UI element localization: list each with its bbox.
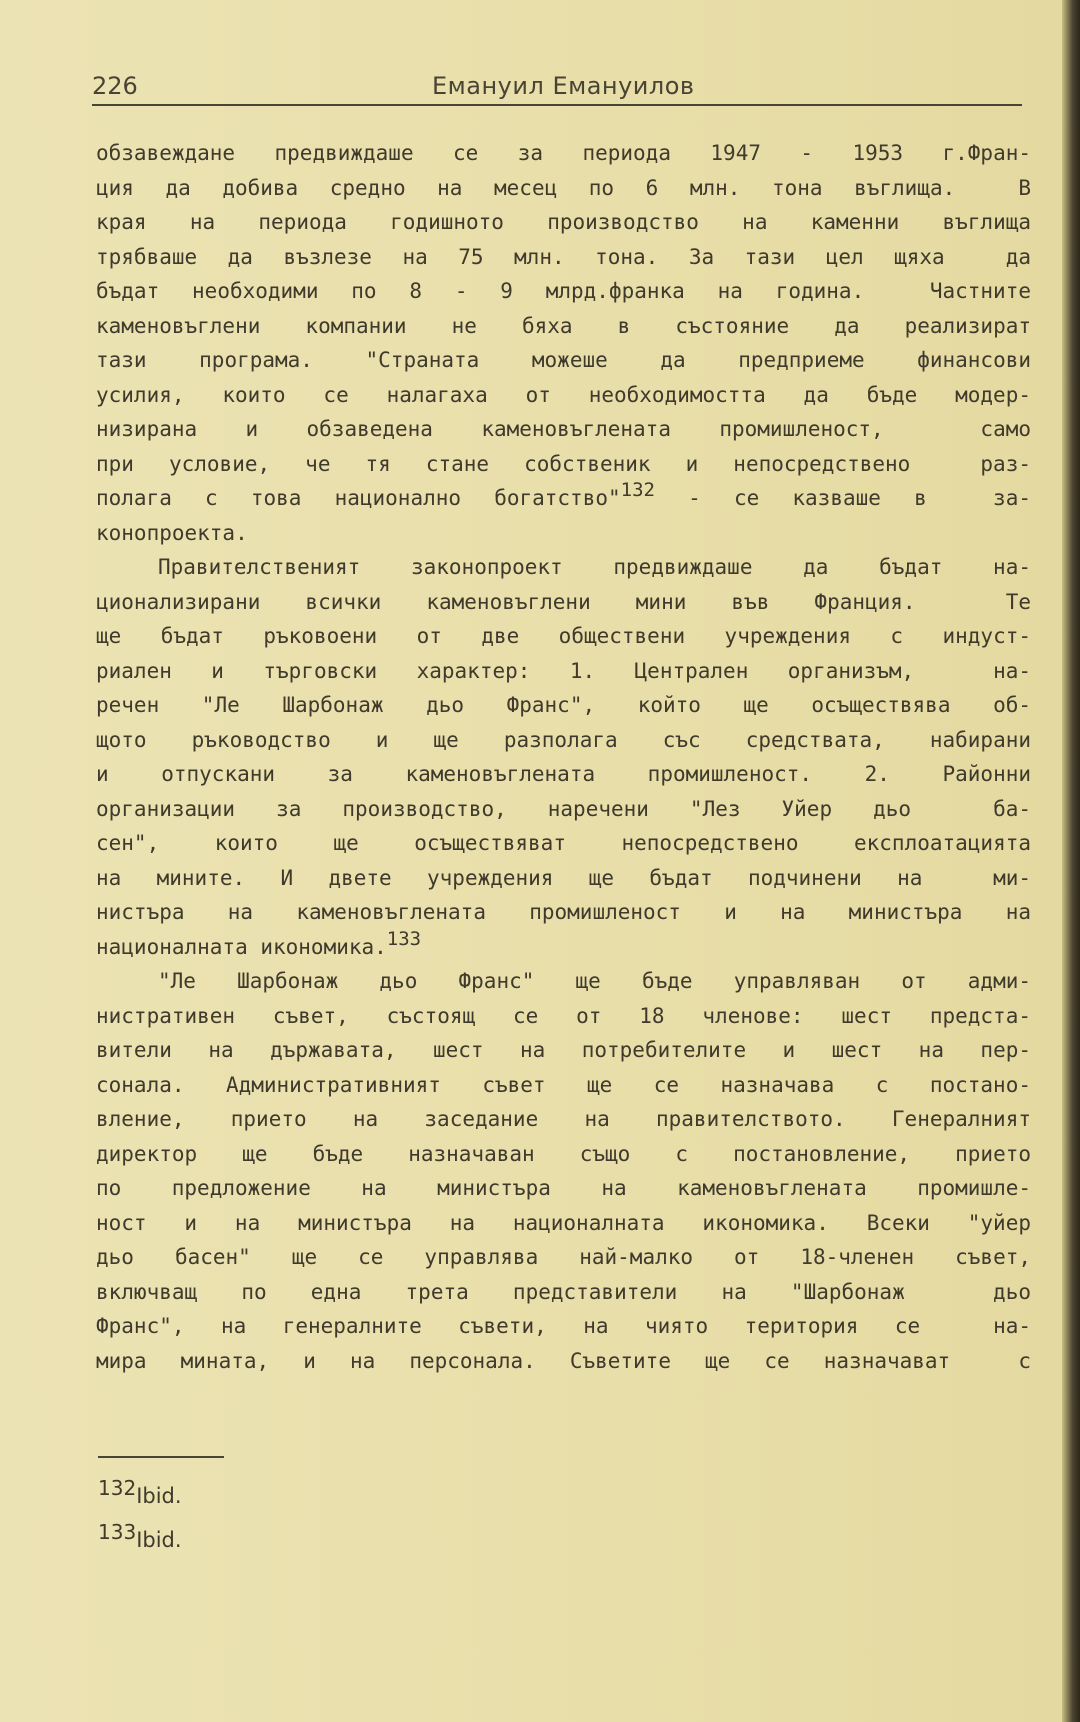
text-segment: - се казваше в за- xyxy=(654,486,1031,510)
text-line xyxy=(96,481,1031,516)
text-line: обзавеждане предвиждаше се за периода 1947 - 1953 г.Фран- xyxy=(96,141,1031,165)
text-line: Франс", на генералните съвети, на чиято територия се на- xyxy=(96,1314,1031,1338)
footnote-text: Ibid. xyxy=(136,1528,182,1552)
text-line: нистъра на каменовъглената промишленост и на министъра на xyxy=(96,900,1031,924)
text-line: включващ по една трета представители на "Шарбонаж дьо xyxy=(96,1279,1031,1304)
text-line: ция да добива средно на месец по 6 млн. тона въглища. В xyxy=(96,175,1031,200)
text-line: низирана и обзаведена каменовъглената промишленост, само xyxy=(96,417,1031,441)
page-header xyxy=(92,70,1022,106)
footnote-divider xyxy=(98,1456,224,1458)
text-line: края на периода годишното производство на каменни въглища xyxy=(96,210,1031,234)
text-line: ност и на министъра на националната икономика. Всеки "уйер xyxy=(96,1210,1031,1235)
text-line: организации за производство, наречени "Лез Уйер дьо ба- xyxy=(96,796,1031,821)
text-line: речен "Ле Шарбонаж дьо Франс", който ще осъществява об- xyxy=(96,693,1031,717)
body-text xyxy=(96,136,1031,1378)
text-line: риален и търговски характер: 1. Централен организъм, на- xyxy=(96,658,1031,683)
text-line: нистративен съвет, състоящ се от 18 членове: шест предста- xyxy=(96,1003,1031,1028)
text-segment: полага с това национално богатство" xyxy=(96,486,621,510)
footnote-text: Ibid. xyxy=(136,1484,182,1508)
text-line: усилия, които се налагаха от необходимостта да бъде модер- xyxy=(96,382,1031,407)
text-line: ционализирани всички каменовъглени мини във Франция. Те xyxy=(96,589,1031,614)
text-line: конопроекта. xyxy=(96,520,248,545)
text-line: директор ще бъде назначаван също с постановление, прието xyxy=(96,1141,1031,1166)
footnote-number: 132 xyxy=(98,1476,137,1500)
footnote-ref-132: 132 xyxy=(620,479,655,501)
footnote-ref-133: 133 xyxy=(386,927,422,950)
text-line: по предложение на министъра на каменовъглената промишле- xyxy=(96,1176,1031,1200)
text-line: и отпускани за каменовъглената промишленост. 2. Районни xyxy=(96,762,1031,786)
text-line: каменовъглени компании не бяха в състояние да реализират xyxy=(96,313,1031,338)
footnote-132 xyxy=(98,1476,182,1508)
page-edge-shadow xyxy=(1062,0,1080,1722)
footnote-133 xyxy=(98,1520,182,1552)
text-line: ще бъдат ръковоени от две обществени учреждения с индуст- xyxy=(96,624,1031,648)
text-line: "Ле Шарбонаж дьо Франс" ще бъде управляван от адми- xyxy=(158,969,1031,993)
text-line: на мините. И двете учреждения ще бъдат подчинени на ми- xyxy=(96,865,1031,890)
text-line: вители на държавата, шест на потребителите и шест на пер- xyxy=(96,1038,1031,1062)
running-head: Емануил Емануилов xyxy=(432,72,695,100)
text-line: сен", които ще осъществяват непосредствено експлоатацията xyxy=(96,831,1031,855)
text-line: сонала. Административният съвет ще се назначава с постано- xyxy=(96,1072,1031,1097)
text-line: дьо басен" ще се управлява най-малко от 18-членен съвет, xyxy=(96,1245,1031,1269)
text-line: щото ръководство и ще разполага със средствата, набирани xyxy=(96,727,1031,752)
footnote-number: 133 xyxy=(98,1520,137,1544)
text-line: трябваше да възлезе на 75 млн. тона. За тази цел щяха да xyxy=(96,244,1031,269)
text-line: тази програма. "Страната можеше да предприеме финансови xyxy=(96,348,1031,372)
text-line: Правителственият законопроект предвиждаше да бъдат на- xyxy=(158,555,1031,579)
text-line: бъдат необходими по 8 - 9 млрд.франка на година. Частните xyxy=(96,279,1031,303)
text-line: вление, прието на заседание на правителството. Генералният xyxy=(96,1107,1031,1131)
text-segment: националната икономика. xyxy=(96,934,387,959)
page-number: 226 xyxy=(92,72,138,100)
text-line xyxy=(96,927,1031,965)
text-line: мира мината, и на персонала. Съветите ще се назначават с xyxy=(96,1348,1031,1373)
text-line: при условие, че тя стане собственик и непосредствено раз- xyxy=(96,451,1031,476)
